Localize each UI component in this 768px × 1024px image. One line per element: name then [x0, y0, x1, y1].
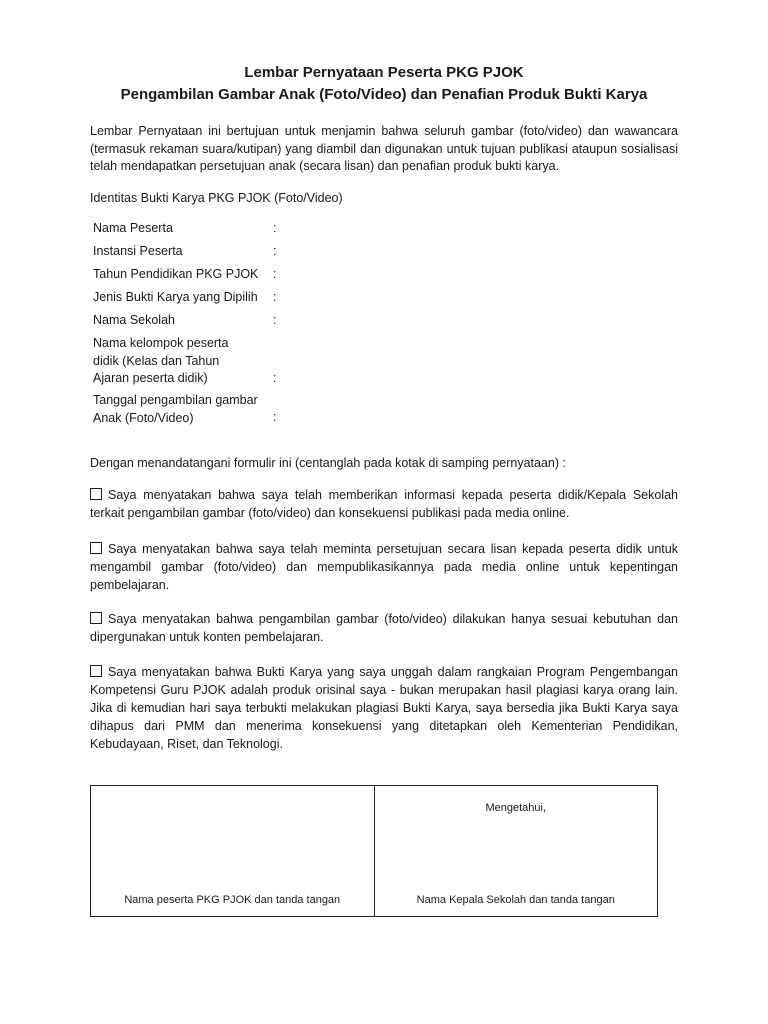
- field-label: Nama Sekolah: [93, 313, 175, 327]
- field-label: Tanggal pengambilan gambar Anak (Foto/Video): [93, 393, 258, 425]
- field-row: [93, 312, 293, 330]
- field-label: Tahun Pendidikan PKG PJOK: [93, 267, 259, 281]
- signature-cell-principal: [374, 786, 658, 916]
- intro-paragraph: Lembar Pernyataan ini bertujuan untuk menjamin bahwa seluruh gambar (foto/video) dan wawancara (termasuk rekaman suara/kutipan) yang diambil dan digunakan untuk tujuan publikasi ataupun sosialisasi telah mendapatkan persetujuan anak (secara lisan) dan penafian produk bukti karya.: [90, 124, 678, 173]
- field-separator: :: [273, 371, 277, 385]
- document-subtitle: Pengambilan Gambar Anak (Foto/Video) dan Penafian Produk Bukti Karya: [120, 86, 648, 103]
- field-separator: :: [273, 221, 277, 235]
- statement-text: Saya menyatakan bahwa pengambilan gambar (foto/video) dilakukan hanya sesuai kebutuhan dan dipergunakan untuk konten pembelajaran.: [90, 612, 678, 644]
- statement-item: [90, 486, 678, 522]
- field-separator: :: [273, 267, 277, 281]
- field-separator: :: [273, 290, 277, 304]
- signature-table: [90, 785, 658, 917]
- field-separator: :: [273, 244, 277, 258]
- statement-text: Saya menyatakan bahwa saya telah meminta persetujuan secara lisan kepada peserta didik untuk mengambil gambar (foto/video) dan mempublikasikannya pada media online untuk kepentingan pembelajaran.: [90, 542, 678, 592]
- field-row: [93, 335, 293, 388]
- acknowledgement-heading: Mengetahui,: [485, 802, 547, 814]
- participant-signature-caption: Nama peserta PKG PJOK dan tanda tangan: [124, 894, 341, 906]
- statement-checkbox[interactable]: [90, 665, 102, 677]
- field-label: Jenis Bukti Karya yang Dipilih: [93, 290, 258, 304]
- field-row: [93, 243, 293, 261]
- principal-signature-caption: Nama Kepala Sekolah dan tanda tangan: [416, 894, 615, 906]
- statement-item: [90, 540, 678, 594]
- field-row: [93, 392, 293, 427]
- field-separator: :: [273, 410, 277, 424]
- statement-item: [90, 610, 678, 646]
- field-label: Nama Peserta: [93, 221, 173, 235]
- field-label: Instansi Peserta: [93, 244, 183, 258]
- statement-checkbox[interactable]: [90, 612, 102, 624]
- statement-checkbox[interactable]: [90, 488, 102, 500]
- field-row: [93, 220, 293, 238]
- instruction-text: Dengan menandatangani formulir ini (centanglah pada kotak di samping pernyataan) :: [90, 456, 566, 470]
- statement-text: Saya menyatakan bahwa Bukti Karya yang saya unggah dalam rangkaian Program Pengembangan Kompetensi Guru PJOK adalah produk orisinal saya - bukan merupakan hasil plagiasi karya orang lain. Jika di kemudian hari saya terbukti melakukan plagiasi Bukti Karya, saya bersedia jika Bukti Karya saya dihapus dari PMM dan menerima konsekuensi yang ditetapkan oleh Kementerian Pendidikan, Kebudayaan, Riset, dan Teknologi.: [90, 665, 678, 751]
- statement-checkbox[interactable]: [90, 542, 102, 554]
- field-separator: :: [273, 313, 277, 327]
- statement-item: [90, 663, 678, 753]
- statement-text: Saya menyatakan bahwa saya telah memberikan informasi kepada peserta didik/Kepala Sekolah terkait pengambilan gambar (foto/video) dan konsekuensi publikasi pada media online.: [90, 488, 678, 520]
- document-title: Lembar Pernyataan Peserta PKG PJOK: [244, 64, 524, 81]
- identity-heading: Identitas Bukti Karya PKG PJOK (Foto/Video): [90, 191, 343, 205]
- signature-cell-participant: [91, 786, 374, 916]
- field-row: [93, 289, 293, 307]
- field-label: Nama kelompok peserta didik (Kelas dan Tahun Ajaran peserta didik): [93, 336, 229, 385]
- field-row: [93, 266, 293, 284]
